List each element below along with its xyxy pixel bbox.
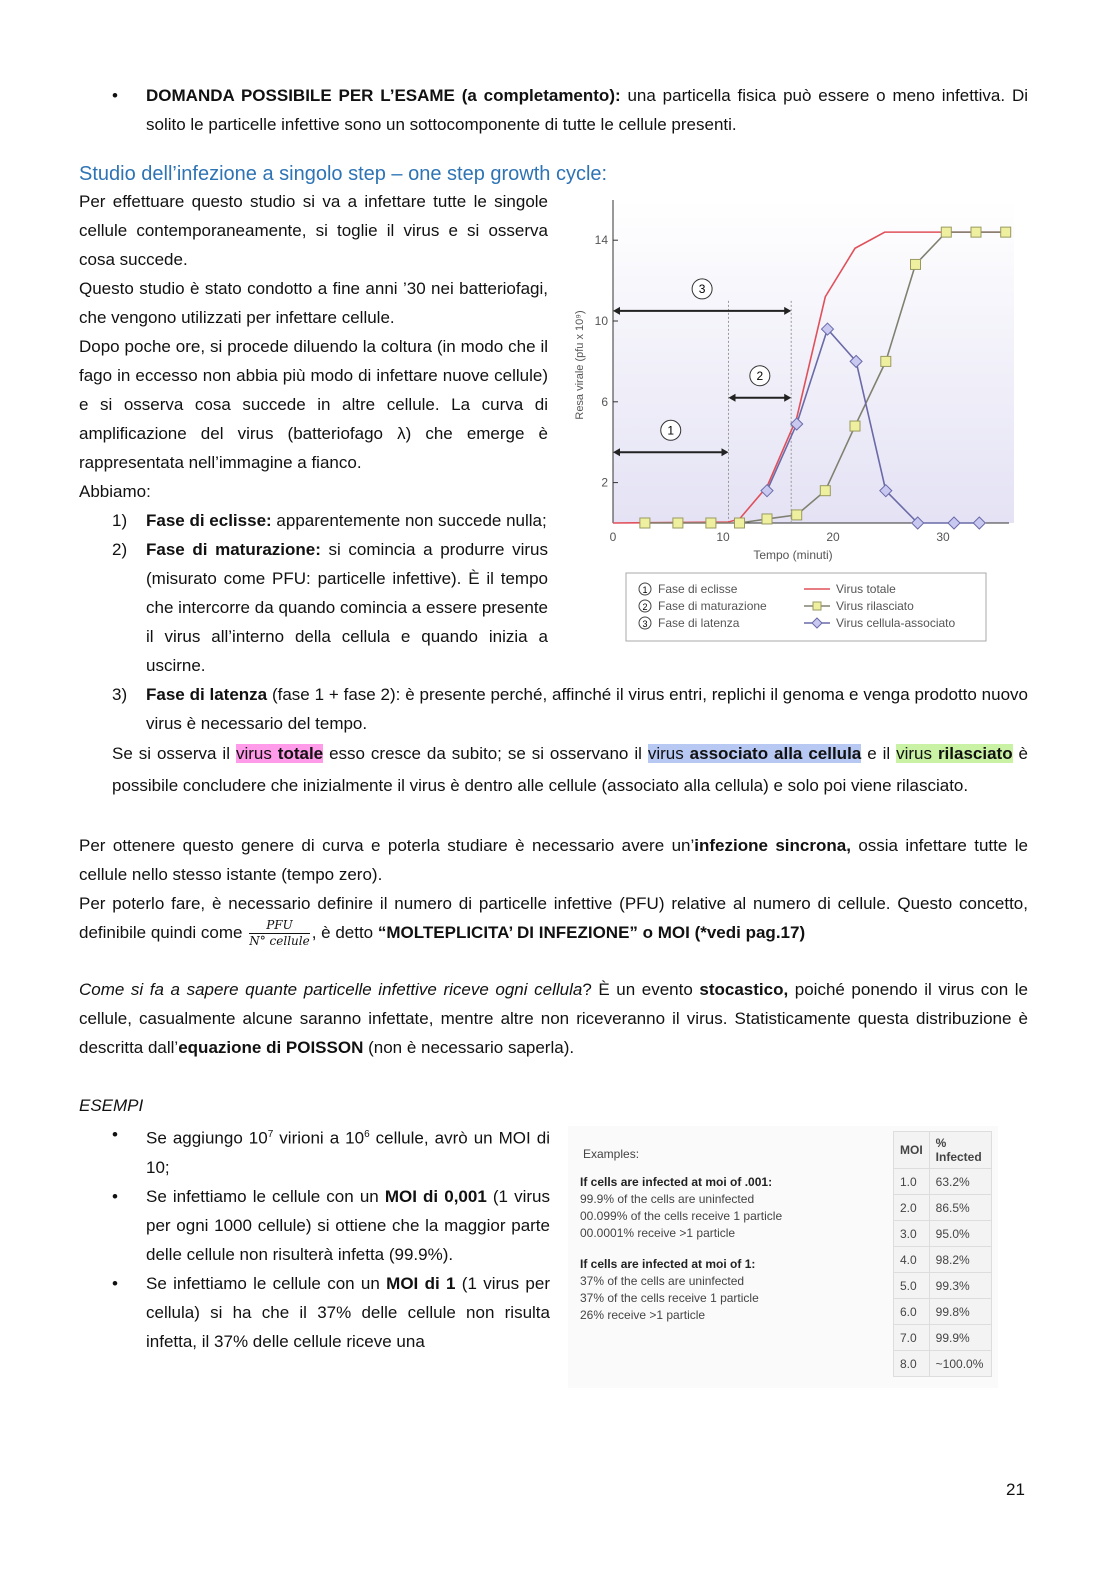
data-point-rilasciato: [1001, 227, 1011, 237]
text: esso cresce da subito; se si osservano il: [323, 744, 648, 763]
data-point-rilasciato: [911, 259, 921, 269]
y-tick-label: 14: [594, 233, 608, 248]
page-number: 21: [1006, 1480, 1025, 1499]
text: e il: [861, 744, 897, 763]
example-item: • Se aggiungo $10^7$ virioni a $10^6$ cellule, avrò un MOI di 10;: [112, 1125, 550, 1177]
moi-table: MOI % Infected 1.0 63.2% 2.0 86.5% 3.0 95.0% 4.0 98.2% 5.0 99.3% 6.0 99.8% 7.0 99.9% 8.0 ~100.0%: [893, 1131, 992, 1377]
table-cell: 99.8%: [929, 1299, 991, 1325]
highlight-virus-totale: virus totale: [235, 744, 324, 763]
legend-phase-number: 3: [642, 619, 648, 629]
table-cell: ~100.0%: [929, 1351, 991, 1377]
data-point-rilasciato: [881, 356, 891, 366]
x-tick-label: 30: [936, 530, 950, 544]
example-item: • Se infettiamo le cellule con un MOI di 0,001 (1 virus per ogni 1000 cellule) si ottiene che la maggior parte delle cellule non risulterà infetta (99.9%).: [112, 1186, 550, 1264]
bullet-icon: •: [112, 86, 118, 105]
table-cell: 99.9%: [929, 1325, 991, 1351]
table-cell: 8.0: [894, 1351, 930, 1377]
highlight-virus-rilasciato: virus rilasciato: [896, 744, 1013, 763]
legend-phase-number: 2: [642, 602, 648, 612]
text: è possibile concludere che inizialmente il virus è dentro alle cellule (associato alla cellula) e solo poi viene rilasciato.: [112, 744, 1028, 795]
intro-paragraph: Questo studio è stato condotto a fine anni ’30 nei batteriofagi, che vengono utilizzati per infettare cellule.: [79, 279, 548, 327]
phase-number: 1): [112, 511, 128, 530]
legend-series-label: Virus cellula-associato: [836, 616, 956, 630]
y-tick-label: 10: [594, 314, 608, 328]
phase-text: si comincia a produrre virus (misurato come PFU: particelle infettive). È il tempo che intercorre da quando comincia a essere presente il virus all’interno della cellula e quando inizia a uscirne.: [146, 540, 548, 675]
legend-phase-number: 1: [642, 585, 648, 595]
table-cell: 3.0: [894, 1221, 930, 1247]
text: Se si osserva il: [112, 744, 236, 763]
y-tick-label: 6: [601, 394, 608, 409]
legend-phase-label: Fase di eclisse: [658, 582, 738, 596]
legend-series-label: Virus rilasciato: [836, 599, 914, 613]
phase-item: [79, 680, 1028, 738]
table-cell: 99.3%: [929, 1273, 991, 1299]
table-cell: 86.5%: [929, 1195, 991, 1221]
intro-paragraph: Per effettuare questo studio si va a infettare tutte le singole cellule contemporaneamente, si toglie il virus e si osserva cosa succede.: [79, 192, 548, 269]
x-tick-label: 0: [609, 530, 617, 544]
examples-text: If cells are infected at moi of .001: 99.9% of the cells are uninfected 00.099% of the cells receive 1 particle 00.0001% receive >1 particle If cells are infected at moi of 1: 37% of the cells are uninfected 37% of the cells receive 1 particle 26% receive >1 particle: [580, 1175, 783, 1323]
table-cell: 4.0: [894, 1247, 930, 1273]
phase-item: [79, 506, 1028, 535]
table-cell: 1.0: [894, 1169, 930, 1195]
example-item: • Se infettiamo le cellule con un MOI di 1 (1 virus per cellula) si ha che il 37% delle cellule non risulta infetta, il 37% delle cellule riceve una: [112, 1273, 550, 1351]
intro-paragraph: Dopo poche ore, si procede diluendo la coltura (in modo che il fago in eccesso non abbia più modo di infettare nuove cellule) e si osserva cosa succede in altre cellule. La curva di amplificazione del virus (batteriofago λ) che emerge è rappresentata nell’immagine a fianco.: [79, 337, 548, 472]
phase-text: apparentemente non succede nulla;: [271, 511, 547, 530]
legend-phase-label: Fase di maturazione: [658, 599, 767, 613]
intro-paragraph: Abbiamo:: [79, 482, 151, 501]
phase-title: Fase di eclisse:: [146, 511, 272, 530]
exam-question-label: DOMANDA POSSIBILE PER L’ESAME (a completamento):: [146, 86, 621, 105]
table-cell: 63.2%: [929, 1169, 991, 1195]
exam-question-text: una particella fisica può essere o meno infettiva. Di solito le particelle infettive sono un sottocomponente di tutte le cellule presenti.: [146, 86, 1028, 134]
pfu-fraction: $\frac{\text{PFU}}{\text{N° cellule}}$: [249, 918, 310, 949]
poisson-paragraph: Come si fa a sapere quante particelle infettive riceve ogni cellula? È un evento stocastico, poiché ponendo il virus con le cellule, casualmente alcune saranno infettate, mentre altre non riceveranno il virus. Statisticamente questa distribuzione è descritta dall’equazione di POISSON (non è necessario saperla).: [79, 980, 1029, 1058]
legend-series-label: Virus totale: [836, 582, 896, 596]
legend-phase-label: Fase di latenza: [658, 616, 740, 630]
highlight-virus-associato: virus associato alla cellula: [647, 744, 862, 763]
x-axis-label: Tempo (minuti): [753, 548, 833, 562]
data-point-rilasciato: [820, 486, 830, 496]
x-tick-label: 20: [826, 530, 840, 544]
phase-number: 3): [112, 685, 128, 704]
x-tick-label: 10: [716, 530, 730, 544]
phase-number: 2): [112, 540, 128, 559]
page-content: [79, 81, 1028, 1388]
examples-title: Examples:: [583, 1147, 640, 1162]
table-cell: 2.0: [894, 1195, 930, 1221]
sync-paragraph: Per ottenere questo genere di curva e poterla studiare è necessario avere un’infezione sincrona, ossia infettare tutte le cellule nello stesso istante (tempo zero). Per poterlo fare, è necessario definire il numero di particelle infettive (PFU) relative al numero di cellule. Questo concetto, definibile quindi come $\frac{\text{PFU}}{\text{N° cellule}}$ , è detto “MOLTEPLICITA’ DI INFEZIONE” o MOI (*vedi pag.17): [79, 836, 1028, 949]
phase-number-label: 2: [756, 368, 764, 383]
data-point-rilasciato: [850, 421, 860, 431]
plot-area: [613, 200, 1014, 523]
table-cell: 5.0: [894, 1273, 930, 1299]
esempi-title: ESEMPI: [79, 1096, 144, 1116]
phase-item: [79, 535, 1028, 680]
table-cell: 95.0%: [929, 1221, 991, 1247]
phase-number-label: 3: [698, 281, 706, 296]
table-cell: 6.0: [894, 1299, 930, 1325]
exam-question-bullet: [79, 81, 1028, 139]
data-point-rilasciato: [971, 227, 981, 237]
data-point-rilasciato: [941, 227, 951, 237]
example-list: [79, 1120, 1028, 1356]
phase-title: Fase di maturazione:: [146, 540, 321, 559]
table-cell: 7.0: [894, 1325, 930, 1351]
phase-number-label: 1: [667, 423, 675, 438]
y-tick-label: 2: [601, 475, 608, 490]
section-heading: Studio dell’infezione a singolo step – one step growth cycle:: [79, 163, 608, 185]
y-axis-label: Resa virale (pfu x 10⁹): [574, 310, 586, 420]
phase-text: (fase 1 + fase 2): è presente perché, affinché il virus entri, replichi il genoma e venga prodotto nuovo virus è necessario del tempo.: [146, 685, 1028, 733]
observation-paragraph: [112, 738, 1028, 802]
table-cell: 98.2%: [929, 1247, 991, 1273]
phase-title: Fase di latenza: [146, 685, 268, 704]
